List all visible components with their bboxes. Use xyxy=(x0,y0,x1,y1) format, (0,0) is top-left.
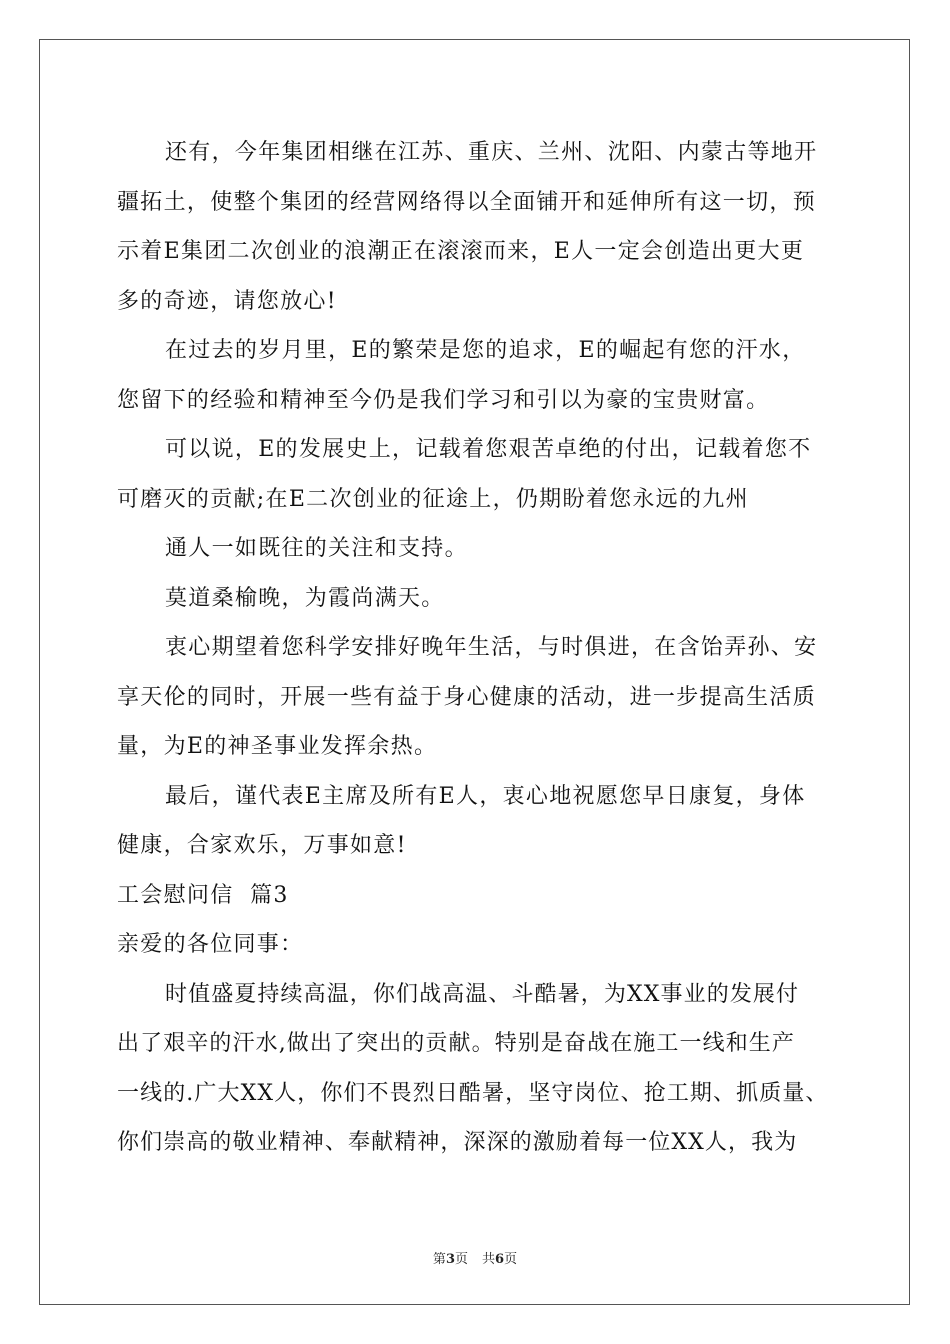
section-heading xyxy=(117,871,837,921)
paragraph-closing xyxy=(117,772,837,871)
paragraph-past-years xyxy=(117,326,837,425)
paragraph-support xyxy=(117,524,837,574)
text-line: 衷心期望着您科学安排好晚年生活，与时俱进，在含饴弄孙、安 xyxy=(165,635,818,660)
text-line: 您留下的经验和精神至今仍是我们学习和引以为豪的宝贵财富。 xyxy=(117,387,770,413)
total-prefix: 共 xyxy=(482,1252,496,1267)
text-line: 最后，谨代表E主席及所有E人，衷心地祝愿您早日康复，身体 xyxy=(165,783,806,809)
page-suffix: 页 xyxy=(454,1252,468,1267)
text-line: 一线的.广大XX人，你们不畏烈日酷暑，坚守岗位、抢工期、抓质量、 xyxy=(117,1080,829,1106)
text-line: 享天伦的同时，开展一些有益于身心健康的活动，进一步提高生活质 xyxy=(117,684,817,710)
page-current: 3 xyxy=(445,1252,455,1267)
page-footer xyxy=(0,1248,950,1267)
text-line: 通人一如既往的关注和支持。 xyxy=(165,536,468,561)
text-line: 健康，合家欢乐，万事如意! xyxy=(117,833,407,858)
total-suffix: 页 xyxy=(504,1252,518,1267)
text-line: 示着E集团二次创业的浪潮正在滚滚而来，E人一定会创造出更大更 xyxy=(117,239,805,264)
paragraph-history xyxy=(117,425,837,524)
paragraph-summer-heat xyxy=(117,970,837,1168)
text-line: 时值盛夏持续高温，你们战高温、斗酷暑，为XX事业的发展付 xyxy=(165,981,800,1007)
document-body xyxy=(117,128,837,1168)
text-line: 你们崇高的敬业精神、奉献精神，深深的激励着每一位XX人，我为 xyxy=(117,1130,798,1155)
salutation-text: 亲爱的各位同事： xyxy=(117,932,304,957)
text-line: 可以说，E的发展史上，记载着您艰苦卓绝的付出，记载着您不 xyxy=(165,437,812,462)
text-line: 还有，今年集团相继在江苏、重庆、兰州、沈阳、内蒙古等地开 xyxy=(165,140,818,165)
salutation xyxy=(117,920,837,970)
text-line: 疆拓土，使整个集团的经营网络得以全面铺开和延伸所有这一切，预 xyxy=(117,189,817,215)
text-line: 可磨灭的贡献;在E二次创业的征途上，仍期盼着您永远的九州 xyxy=(117,486,749,512)
text-line: 量，为E的神圣事业发挥余热。 xyxy=(117,734,438,759)
text-line: 莫道桑榆晚，为霞尚满天。 xyxy=(165,585,445,611)
paragraph-wishes-life xyxy=(117,623,837,772)
page-prefix: 第 xyxy=(432,1252,446,1267)
page-total: 6 xyxy=(495,1252,505,1267)
text-line: 出了艰辛的汗水,做出了突出的贡献。特别是奋战在施工一线和生产 xyxy=(117,1031,795,1056)
text-line: 多的奇迹，请您放心! xyxy=(117,288,337,314)
paragraph-proverb xyxy=(117,574,837,624)
text-line: 在过去的岁月里，E的繁荣是您的追求，E的崛起有您的汗水， xyxy=(165,338,806,363)
paragraph-expansion xyxy=(117,128,837,326)
section-title: 工会慰问信 篇3 xyxy=(117,882,289,908)
